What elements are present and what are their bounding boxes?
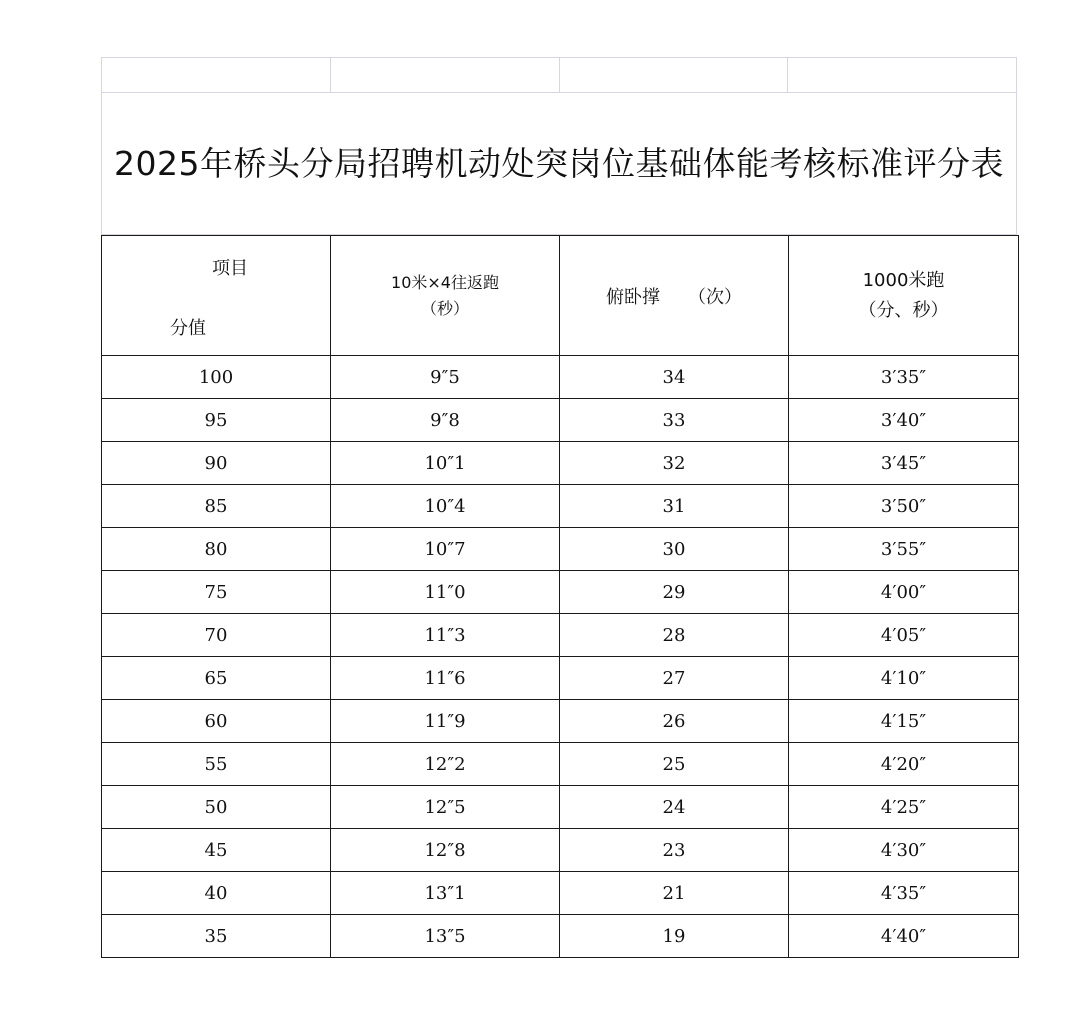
pushup-cell: 21 <box>560 872 789 915</box>
table-row <box>102 872 1019 915</box>
shuttle-cell: 11″6 <box>331 657 560 700</box>
score-cell: 80 <box>102 528 331 571</box>
header-score-label: 分值 <box>170 318 206 339</box>
table-row <box>102 743 1019 786</box>
table-row <box>102 399 1019 442</box>
table-row <box>102 356 1019 399</box>
shuttle-cell: 9″5 <box>331 356 560 399</box>
run-cell: 3′40″ <box>789 399 1019 442</box>
pushup-cell: 34 <box>560 356 789 399</box>
header-shuttle-cell <box>331 236 560 356</box>
run-cell: 4′35″ <box>789 872 1019 915</box>
shuttle-cell: 12″2 <box>331 743 560 786</box>
score-sheet <box>101 57 1017 958</box>
shuttle-cell: 12″8 <box>331 829 560 872</box>
header-run-cell <box>789 236 1019 356</box>
page-title: 2025年桥头分局招聘机动处突岗位基础体能考核标准评分表 <box>114 143 1004 183</box>
pushup-cell: 30 <box>560 528 789 571</box>
table-row <box>102 571 1019 614</box>
table-row <box>102 829 1019 872</box>
header-row <box>102 236 1019 356</box>
table-row <box>102 528 1019 571</box>
score-cell: 90 <box>102 442 331 485</box>
header-pushup-cell <box>560 236 789 356</box>
shuttle-cell: 13″1 <box>331 872 560 915</box>
header-run-line2: （分、秒） <box>858 299 949 321</box>
pushup-cell: 28 <box>560 614 789 657</box>
header-item-score-cell <box>102 236 331 356</box>
pushup-cell: 25 <box>560 743 789 786</box>
shuttle-cell: 11″9 <box>331 700 560 743</box>
header-pushup-label: 俯卧撑 <box>606 286 660 308</box>
run-cell: 4′10″ <box>789 657 1019 700</box>
shuttle-cell: 10″7 <box>331 528 560 571</box>
score-cell: 100 <box>102 356 331 399</box>
shuttle-cell: 12″5 <box>331 786 560 829</box>
header-item-label: 项目 <box>212 258 248 279</box>
header-shuttle-line2: （秒） <box>420 298 469 318</box>
run-cell: 4′30″ <box>789 829 1019 872</box>
title-block <box>101 93 1017 235</box>
table-row <box>102 700 1019 743</box>
score-cell: 60 <box>102 700 331 743</box>
run-cell: 4′20″ <box>789 743 1019 786</box>
run-cell: 3′45″ <box>789 442 1019 485</box>
table-row <box>102 657 1019 700</box>
empty-grid-row <box>101 57 1017 93</box>
empty-cell <box>331 58 560 92</box>
shuttle-cell: 11″3 <box>331 614 560 657</box>
table-row <box>102 786 1019 829</box>
score-cell: 65 <box>102 657 331 700</box>
score-cell: 50 <box>102 786 331 829</box>
empty-cell <box>560 58 789 92</box>
table-row <box>102 915 1019 958</box>
pushup-cell: 32 <box>560 442 789 485</box>
score-cell: 95 <box>102 399 331 442</box>
header-run-line1: 1000米跑 <box>862 269 945 291</box>
empty-cell <box>788 58 1016 92</box>
pushup-cell: 19 <box>560 915 789 958</box>
table-row <box>102 485 1019 528</box>
score-cell: 70 <box>102 614 331 657</box>
pushup-cell: 27 <box>560 657 789 700</box>
run-cell: 4′15″ <box>789 700 1019 743</box>
run-cell: 4′05″ <box>789 614 1019 657</box>
pushup-cell: 26 <box>560 700 789 743</box>
score-cell: 85 <box>102 485 331 528</box>
run-cell: 3′50″ <box>789 485 1019 528</box>
shuttle-cell: 9″8 <box>331 399 560 442</box>
scoring-table <box>101 235 1019 958</box>
score-cell: 75 <box>102 571 331 614</box>
pushup-cell: 33 <box>560 399 789 442</box>
score-cell: 45 <box>102 829 331 872</box>
score-cell: 40 <box>102 872 331 915</box>
pushup-cell: 23 <box>560 829 789 872</box>
run-cell: 4′40″ <box>789 915 1019 958</box>
score-cell: 35 <box>102 915 331 958</box>
pushup-cell: 29 <box>560 571 789 614</box>
score-cell: 55 <box>102 743 331 786</box>
table-row <box>102 614 1019 657</box>
shuttle-cell: 11″0 <box>331 571 560 614</box>
shuttle-cell: 13″5 <box>331 915 560 958</box>
run-cell: 3′35″ <box>789 356 1019 399</box>
header-shuttle-line1: 10米×4往返跑 <box>391 272 499 292</box>
header-pushup-unit: （次） <box>688 286 742 308</box>
empty-cell <box>102 58 331 92</box>
table-row <box>102 442 1019 485</box>
shuttle-cell: 10″4 <box>331 485 560 528</box>
shuttle-cell: 10″1 <box>331 442 560 485</box>
pushup-cell: 31 <box>560 485 789 528</box>
pushup-cell: 24 <box>560 786 789 829</box>
run-cell: 4′25″ <box>789 786 1019 829</box>
run-cell: 3′55″ <box>789 528 1019 571</box>
run-cell: 4′00″ <box>789 571 1019 614</box>
